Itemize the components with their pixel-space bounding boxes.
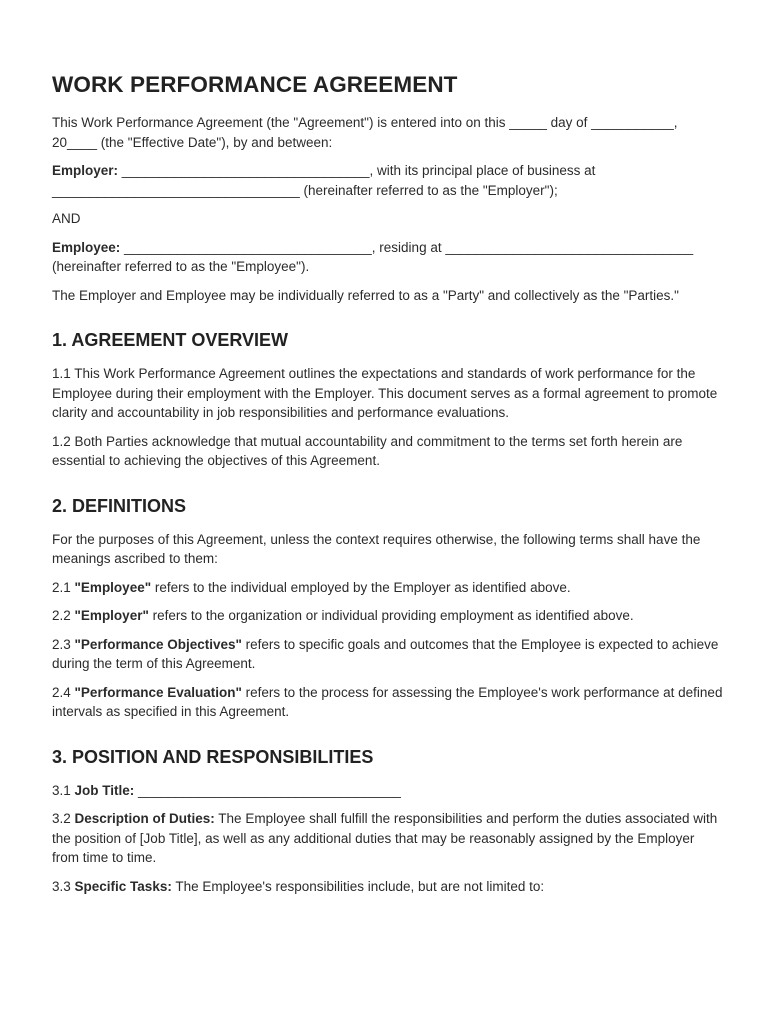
item-text: The Employee's responsibilities include, but are not limited to: xyxy=(171,878,545,894)
definition-2-3 xyxy=(52,635,724,674)
definition-2-1 xyxy=(52,578,724,598)
item-text: ___________________________________ xyxy=(134,782,401,798)
item-number: 3.2 xyxy=(52,811,75,826)
employer-label: Employer: xyxy=(52,163,119,178)
employer-text: _________________________________, with its principal place of business at _________________________________ (hereinafter referred to as the "Employer"); xyxy=(52,163,596,198)
section-1-heading: 1. AGREEMENT OVERVIEW xyxy=(52,330,289,350)
definition-text: refers to the process for assessing the Employee's work performance at defined intervals as specified in this Agreement. xyxy=(52,684,723,719)
item-term: Description of Duties: xyxy=(74,811,215,826)
and-text: AND xyxy=(52,211,81,226)
employee-text: _________________________________, residing at _________________________________ (hereinafter referred to as the "Employee"). xyxy=(52,239,694,274)
section-1-2: 1.2 Both Parties acknowledge that mutual accountability and commitment to the terms set forth herein are essential to achieving the objectives of this Agreement. xyxy=(52,433,683,468)
employee-paragraph xyxy=(52,238,724,277)
item-number: 3.3 xyxy=(52,878,75,894)
definition-number: 2.1 xyxy=(52,579,75,595)
item-term: Specific Tasks: xyxy=(74,878,172,894)
section-3-heading: 3. POSITION AND RESPONSIBILITIES xyxy=(52,746,374,767)
definition-term: "Employer" xyxy=(74,608,149,623)
document-page xyxy=(52,70,724,905)
section-2-intro: For the purposes of this Agreement, unless the context requires otherwise, the following terms shall have the meanings ascribed to them: xyxy=(52,531,701,566)
section-2-heading: 2. DEFINITIONS xyxy=(52,495,187,516)
section-3-3 xyxy=(52,877,724,897)
definition-text: refers to specific goals and outcomes that the Employee is expected to achieve during the term of this Agreement. xyxy=(52,636,719,671)
item-term: Job Title: xyxy=(74,782,135,798)
employer-paragraph xyxy=(52,161,724,200)
definition-text: refers to the individual employed by the Employer as identified above. xyxy=(151,579,571,595)
item-text: The Employee shall fulfill the responsibilities and perform the duties associated with the position of [Job Title], as well as any additional duties that may be reasonably assigned by the Employer from time to time. xyxy=(52,811,718,865)
section-3-1 xyxy=(52,781,724,801)
section-1-1: 1.1 This Work Performance Agreement outlines the expectations and standards of work performance for the Employee during their employment with the Employer. This document serves as a formal agreement to promote clarity and accountability in job responsibilities and performance evaluations. xyxy=(52,366,718,420)
definition-2-4 xyxy=(52,683,724,722)
definition-number: 2.3 xyxy=(52,636,75,652)
definition-text: refers to the organization or individual providing employment as identified above. xyxy=(148,608,634,623)
parties-paragraph: The Employer and Employee may be individually referred to as a "Party" and collectively as the "Parties." xyxy=(52,287,679,303)
section-3-2 xyxy=(52,809,724,868)
definition-term: "Employee" xyxy=(74,579,152,595)
definition-2-2 xyxy=(52,606,724,626)
definition-term: "Performance Evaluation" xyxy=(74,684,242,700)
document-title: WORK PERFORMANCE AGREEMENT xyxy=(52,72,458,97)
intro-paragraph: This Work Performance Agreement (the "Agreement") is entered into on this _____ day of ___________, 20____ (the "Effective Date"), by and between: xyxy=(52,115,678,150)
definition-number: 2.2 xyxy=(52,608,75,623)
item-number: 3.1 xyxy=(52,782,75,798)
definition-number: 2.4 xyxy=(52,684,75,700)
employee-label: Employee: xyxy=(52,239,121,255)
definition-term: "Performance Objectives" xyxy=(74,636,242,652)
